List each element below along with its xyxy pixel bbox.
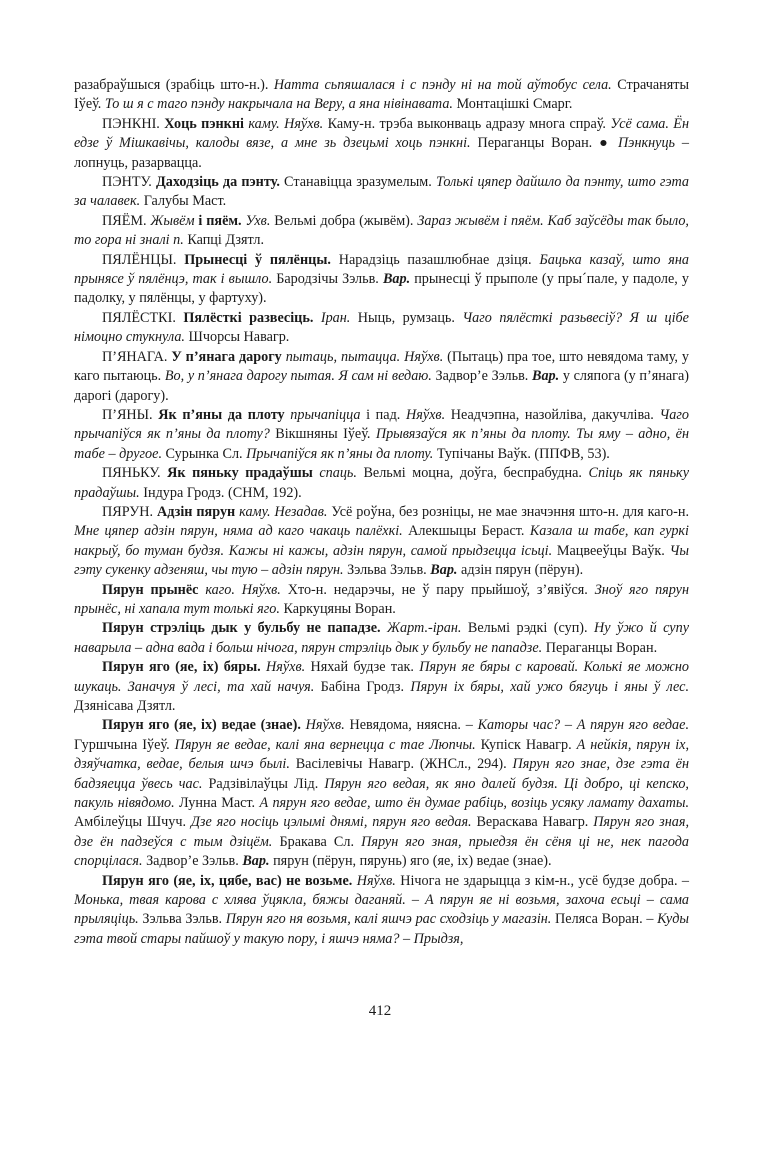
dictionary-entry — [74, 503, 689, 581]
entry-text: пярун (пёрун, пярунь) яго (яе, іх) ведае (знае). — [269, 853, 552, 870]
italic-text: Пэнкнуць — [617, 135, 675, 152]
entry-text: Дзянісава Дзятл. — [74, 698, 176, 714]
entry-text: Станавіцца зразумелым. — [279, 174, 436, 191]
italic-text: Пярун яго ведая, як яно далей будзя. Ці добро, ці кепско, пакуль нівядомо. — [74, 775, 689, 812]
entry-text — [313, 310, 320, 326]
entry-text: (Пытаць) пра тое, што невядома таму, у каго пытаюць. — [74, 348, 689, 385]
entry-text: Індура Гродз. (СНМ, 192). — [139, 484, 302, 501]
italic-text: прычапіцца — [290, 406, 361, 423]
entry-text: ПЭНТУ. — [102, 174, 156, 191]
italic-text: Прычапіўся як п’яны да плоту. — [246, 445, 434, 462]
italic-text: Казала ш табе, кап гуркі накрыў, бо туман будзя. Кажы ні кажы, адзін пярун, самой прыдзецца ісьці. — [74, 523, 690, 559]
entry-text: Задвор’е Зэльв. — [142, 853, 243, 870]
entry-text: Пеляса Воран. – — [551, 911, 658, 928]
entry-text: у сляпога (у п’янага) дарогі (дарогу). — [74, 368, 689, 404]
dictionary-entry — [74, 173, 689, 212]
entry-text: ПЯЁМ. — [102, 212, 151, 229]
entry-text: Ныць, румзаць. — [350, 309, 463, 326]
entry-text: прынесці ў прыполе (у пры´пале, у падоле, у падолку, у пялёнцы, у фартуху). — [74, 271, 689, 307]
page-number: 412 — [368, 1003, 392, 1019]
dictionary-page — [74, 76, 689, 949]
entry-text: Неадчэпна, назойліва, дакучліва. — [445, 406, 660, 423]
italic-text: Мне цяпер адзін пярун, няма ад каго чакаць палёхкі. — [74, 523, 403, 540]
headword-phrase: Пялёсткі развесіць. — [183, 309, 314, 326]
entry-text: Монтацішкі Смарг. — [452, 96, 573, 113]
variant-label: Вар. — [430, 562, 458, 579]
entry-text: Шчорсы Навагр. — [184, 329, 290, 346]
italic-text: Каторы час? – А пярун яго ведае. — [477, 717, 689, 734]
entry-text: Пераганцы Воран. ● — [470, 135, 618, 152]
dictionary-entry — [74, 872, 689, 950]
italic-text: каго. Няўхв. — [205, 581, 281, 598]
italic-text: Во, у п’янага дарогу пытая. Я сам ні ведаю. — [164, 368, 432, 385]
italic-text: Няўхв. — [405, 406, 446, 423]
entry-text: Няхай будзе так. — [305, 659, 420, 676]
entry-text: Каму-н. трэба выконваць адразу многа спраў. — [323, 115, 611, 132]
italic-text: Бацька казаў, што яна прынясе ў пялёнцэ, так і вышло. — [74, 251, 689, 288]
italic-text: Спіць як пяньку прадаўшы. — [74, 465, 689, 501]
italic-text: Чы гэту сукенку адзеняш, чы тую – адзін пярун. — [74, 542, 690, 579]
headword-phrase: і пяём. — [194, 212, 242, 229]
entry-text: Капці Дзятл. — [183, 232, 265, 249]
variant-label: Вар. — [382, 271, 411, 288]
dictionary-entry — [74, 115, 689, 173]
dictionary-entry — [74, 658, 689, 716]
entry-text: П’ЯНАГА. — [102, 348, 172, 365]
entry-text: і пад. — [360, 406, 406, 423]
italic-text: Пярун яго зная, дзе ён падзеўся с тым дзіцём. — [74, 814, 689, 850]
italic-text: А пярун яго ведае, што ён думае рабіць, возіць усяку ламату дахаты. — [259, 795, 690, 812]
entry-text: Бабіна Гродз. — [314, 678, 411, 695]
italic-text: Чаго пялёсткі разьвесіў? Я ш цібе німоцно стукнула. — [74, 309, 689, 346]
headword-phrase: Адзін пярун — [157, 503, 236, 520]
entry-text: Васілевічы Навагр. (ЖНСл., 294). — [289, 756, 513, 773]
entry-text: Зэльва Зэльв. — [138, 911, 226, 928]
entry-text: Задвор’е Зэльв. — [431, 368, 532, 385]
italic-text: Пярун яе бяры с каровай. Колькі яе можно шукаць. Заначуя ў лесі, та хай начуя. — [74, 659, 689, 695]
italic-text: Пярун яго зная, прыедзя ён сёня ці не, нек пагода спорцілася. — [74, 833, 689, 870]
headword-phrase: Пярун яго (яе, іх, цябе, вас) не возьме. — [102, 872, 353, 889]
dictionary-entry — [74, 309, 689, 348]
entry-text: Вельмі добра (жывём). — [270, 212, 418, 229]
italic-text: Жывём — [150, 212, 195, 229]
dictionary-entry — [74, 212, 689, 251]
entry-text: разабраўшыся (зрабіць што-н.). — [74, 77, 274, 93]
headword-phrase: Пярун прынёс — [102, 581, 199, 598]
headword-phrase: Як п’яны да плоту — [158, 406, 285, 423]
italic-text: Няўхв. — [305, 717, 345, 734]
italic-text: Ну ўжо й супу наварыла – адна вада і больш нічога, пярун стрэліць дык у бульбу не пападзе. — [74, 620, 689, 656]
entry-text: Бракава Сл. — [272, 833, 362, 850]
entry-text: Вельмі моцна, доўга, беспрабудна. — [356, 465, 589, 482]
variant-label: Вар. — [531, 368, 560, 385]
italic-text: Усё сама. Ён едзе ў Мішкавічы, калоды вязе, а мне зь дзецьмі хоць пэнкні. — [74, 115, 689, 152]
entry-text: Мацвееўцы Ваўк. — [552, 542, 670, 559]
entry-text: Каркуцяны Воран. — [279, 600, 396, 617]
dictionary-entry — [74, 464, 689, 503]
italic-text: Пярун яго знае, дзе гэта ён бадзяецца ўвесь час. — [74, 756, 689, 792]
headword-phrase: Прынесці ў пялёнцы. — [184, 251, 331, 268]
italic-text: каму. Незадав. — [239, 503, 328, 520]
entry-text: Вікшняны Іўеў. — [269, 426, 376, 443]
italic-text: То ш я с таго пэнду накрычала на Веру, а яна нівінавата. — [104, 96, 453, 113]
headword-phrase: Пярун яго (яе, іх) ведае (знае). — [102, 717, 301, 734]
entry-text: адзін пярун (пёрун). — [457, 562, 584, 579]
italic-text: Куды гэта твой стары пайшоў у такую пору, і яшчэ няма? – Прыдзя, — [74, 911, 689, 947]
headword-phrase: Пярун яго (яе, іх) бяры. — [102, 659, 261, 676]
entry-text: Зэльва Зэльв. — [343, 562, 431, 579]
headword-phrase: У п’янага дарогу — [171, 348, 282, 365]
italic-text: Зараз жывём і пяём. Каб заўсёды так было, то гора ні зналі п. — [74, 212, 689, 249]
italic-text: каму. Няўхв. — [248, 115, 324, 132]
italic-text: Ухв. — [245, 212, 271, 229]
entry-text: ПЭНКНІ. — [102, 115, 165, 132]
italic-text: Дзе яго носіць цэлымі днямі, пярун яго ведая. — [190, 814, 472, 831]
entry-text: Сурынка Сл. — [162, 445, 247, 462]
italic-text: Зноў яго пярун прынёс, ні хапала тут толькі яго. — [74, 581, 690, 617]
entry-text: Невядома, няясна. – — [344, 717, 478, 734]
italic-text: Няўхв. — [356, 872, 396, 889]
italic-text: Монька, твая карова с хлява ўцякла, бяжы даганяй. – А пярун яе ні возьмя, захоча есьці – сама прыляціць. — [74, 892, 689, 928]
italic-text: спаць. — [319, 465, 357, 482]
entry-text: Галубы Маст. — [140, 193, 227, 210]
dictionary-entry — [74, 76, 689, 115]
entry-text: Тупічаны Ваўк. (ППФВ, 53). — [433, 445, 610, 462]
dictionary-entry — [74, 619, 689, 658]
entry-text: ПЯНЬКУ. — [102, 465, 168, 482]
dictionary-entry — [74, 406, 689, 464]
dictionary-entry — [74, 581, 689, 620]
headword-phrase: Пярун стрэліць дык у бульбу не пападзе. — [102, 620, 381, 637]
italic-text: А нейкія, пярун іх, дзяўчатка, ведае, белыя шчэ былі. — [74, 736, 689, 773]
italic-text: Натта сьпяшалася і с пэнду ні на той аўтобус села. — [273, 77, 612, 93]
entry-text: ПЯЛЁНЦЫ. — [102, 251, 185, 268]
entry-text: Амбілеўцы Шчуч. — [74, 814, 191, 831]
dictionary-entry — [74, 716, 689, 871]
italic-text: Чаго прычапіўся як п’яны да плоту? — [74, 406, 689, 443]
italic-text: Іран. — [320, 309, 351, 326]
dictionary-entry — [74, 348, 689, 406]
entry-text: ПЯРУН. — [102, 503, 158, 520]
entry-text: Лунна Маст. — [174, 795, 260, 812]
dictionary-entry — [74, 251, 689, 309]
italic-text: Жарт.-іран. — [387, 620, 462, 637]
entry-text: – лопнуць, разарвацца. — [74, 135, 689, 171]
entry-text: Вельмі рэдкі (суп). — [461, 620, 594, 637]
italic-text: Пярун іх бяры, хай ужо бягуць і яны ў лес. — [410, 678, 689, 695]
entry-text: Усё роўна, без розніцы, не мае значэння што-н. для каго-н. — [327, 503, 689, 520]
headword-phrase: Хоць пэнкні — [164, 115, 244, 132]
italic-text: Няўхв. — [266, 659, 306, 676]
italic-text: Толькі цяпер дайшло да пэнту, што гэта за чалавек. — [74, 174, 689, 210]
entry-text: Вераскава Навагр. — [471, 814, 594, 831]
italic-text: Пярун яго ня возьмя, калі яшчэ рас сходзіць у магазін. — [225, 911, 552, 928]
entry-text: Купіск Навагр. — [475, 736, 577, 753]
entry-text: Пераганцы Воран. — [542, 639, 658, 656]
entry-text: П’ЯНЫ. — [102, 406, 159, 423]
entry-text: Гуршчына Іўеў. — [74, 736, 175, 753]
entry-text: Бародзічы Зэльв. — [272, 271, 383, 288]
entry-text: ПЯЛЁСТКІ. — [102, 309, 184, 326]
entry-text: Страчаняты Іўеў. — [74, 77, 689, 113]
entry-text: Нічога не здарыцца з кім-н., усё будзе добра. – — [395, 872, 689, 889]
entry-text: Алекшыцы Бераст. — [402, 523, 530, 540]
entry-text: Хто-н. недарэчы, не ў пару прыйшоў, з’явіўся. — [280, 581, 595, 598]
headword-phrase: Як пяньку прадаўшы — [167, 465, 313, 482]
variant-label: Вар. — [242, 853, 270, 870]
italic-text: Пярун яе ведае, калі яна вернецца с тае Люпчы. — [174, 736, 476, 753]
headword-phrase: Даходзіць да пэнту. — [155, 174, 280, 191]
italic-text: пытаць, пытацца. Няўхв. — [285, 348, 444, 365]
entry-text: Нарадзіць пазашлюбнае дзіця. — [330, 251, 540, 268]
italic-text: Прывязаўся як п’яны да плоту. Ты яму – адно, ён табе – другое. — [74, 426, 689, 462]
entry-text: Радзівілаўцы Лід. — [202, 775, 325, 792]
